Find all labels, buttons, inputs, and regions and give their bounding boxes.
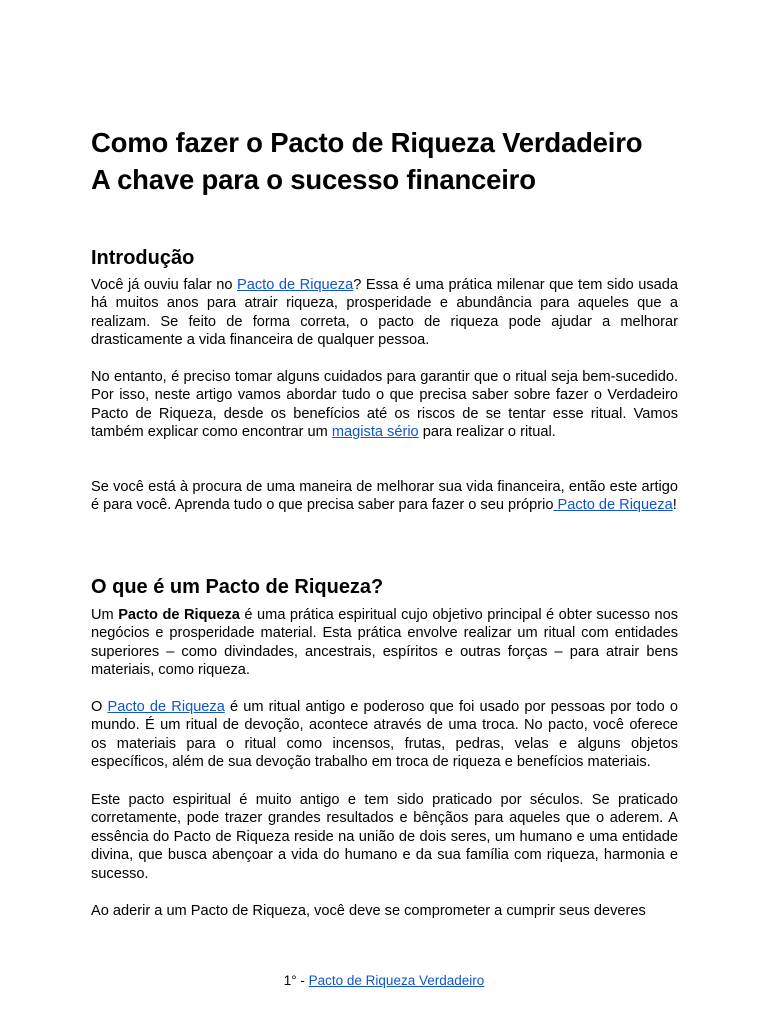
what-is-paragraph-1: Um Pacto de Riqueza é uma prática espiritual cujo objetivo principal é obter sucesso nos negócios e prosperidade material. Esta prática envolve realizar um ritual com entidades superiores – como divindades, ancestrais, espíritos e outras forças – para atrair bens materiais, como riqueza. [91,607,678,679]
section-heading-introducao: Introdução [91,247,195,269]
footer-page-number: 1° - [283,973,309,988]
what-is-paragraph-3: Este pacto espiritual é muito antigo e tem sido praticado por séculos. Se praticado corretamente, pode trazer grandes resultados e bênçãos para aqueles que o aderem. A essência do Pacto de Riqueza reside na união de dois seres, um humano e uma entidade divina, que busca abençoar a vida do humano e da sua família com riqueza, harmonia e sucesso. [91,792,678,882]
what-is-paragraph-4: Ao aderir a um Pacto de Riqueza, você deve se comprometer a cumprir seus deveres [91,903,646,919]
what-is-paragraph-2: O Pacto de Riqueza é um ritual antigo e poderoso que foi usado por pessoas por todo o mundo. É um ritual de devoção, acontece através de uma troca. No pacto, você oferece os materiais para o ritual como incensos, frutas, pedras, velas e alguns objetos específicos, além de sua devoção trabalho em troca de riqueza e benefícios materiais. [91,699,678,771]
pacto-de-riqueza-link-3[interactable]: Pacto de Riqueza [107,699,225,715]
pacto-de-riqueza-bold: Pacto de Riqueza [118,607,240,623]
intro-paragraph-3: Se você está à procura de uma maneira de melhorar sua vida financeira, então este artigo é para você. Aprenda tudo o que precisa saber para fazer o seu próprio Pacto de Riqueza! [91,479,678,514]
page-title-line-2: A chave para o sucesso financeiro [91,164,536,195]
section-heading-o-que-e: O que é um Pacto de Riqueza? [91,576,384,598]
page-footer [0,972,768,990]
intro-paragraph-1: Você já ouviu falar no Pacto de Riqueza? Essa é uma prática milenar que tem sido usada há muitos anos para atrair riqueza, prosperidade e abundância para aqueles que a realizam. Se feito de forma correta, o pacto de riqueza pode ajudar a melhorar drasticamente a vida financeira de qualquer pessoa. [91,277,678,349]
pacto-de-riqueza-link[interactable]: Pacto de Riqueza [237,277,354,293]
footer-link[interactable]: Pacto de Riqueza Verdadeiro [308,973,485,988]
page-title [91,124,691,198]
intro-paragraph-2: No entanto, é preciso tomar alguns cuidados para garantir que o ritual seja bem-sucedido. Por isso, neste artigo vamos abordar tudo o que precisa saber sobre fazer o Verdadeiro Pacto de Riqueza, desde os benefícios até os riscos de se tentar esse ritual. Vamos também explicar como encontrar um magista sério para realizar o ritual. [91,369,678,441]
pacto-de-riqueza-link-2[interactable]: Pacto de Riqueza [553,497,673,514]
magista-serio-link[interactable]: magista sério [331,424,419,441]
page-title-line-1: Como fazer o Pacto de Riqueza Verdadeiro [91,127,643,158]
